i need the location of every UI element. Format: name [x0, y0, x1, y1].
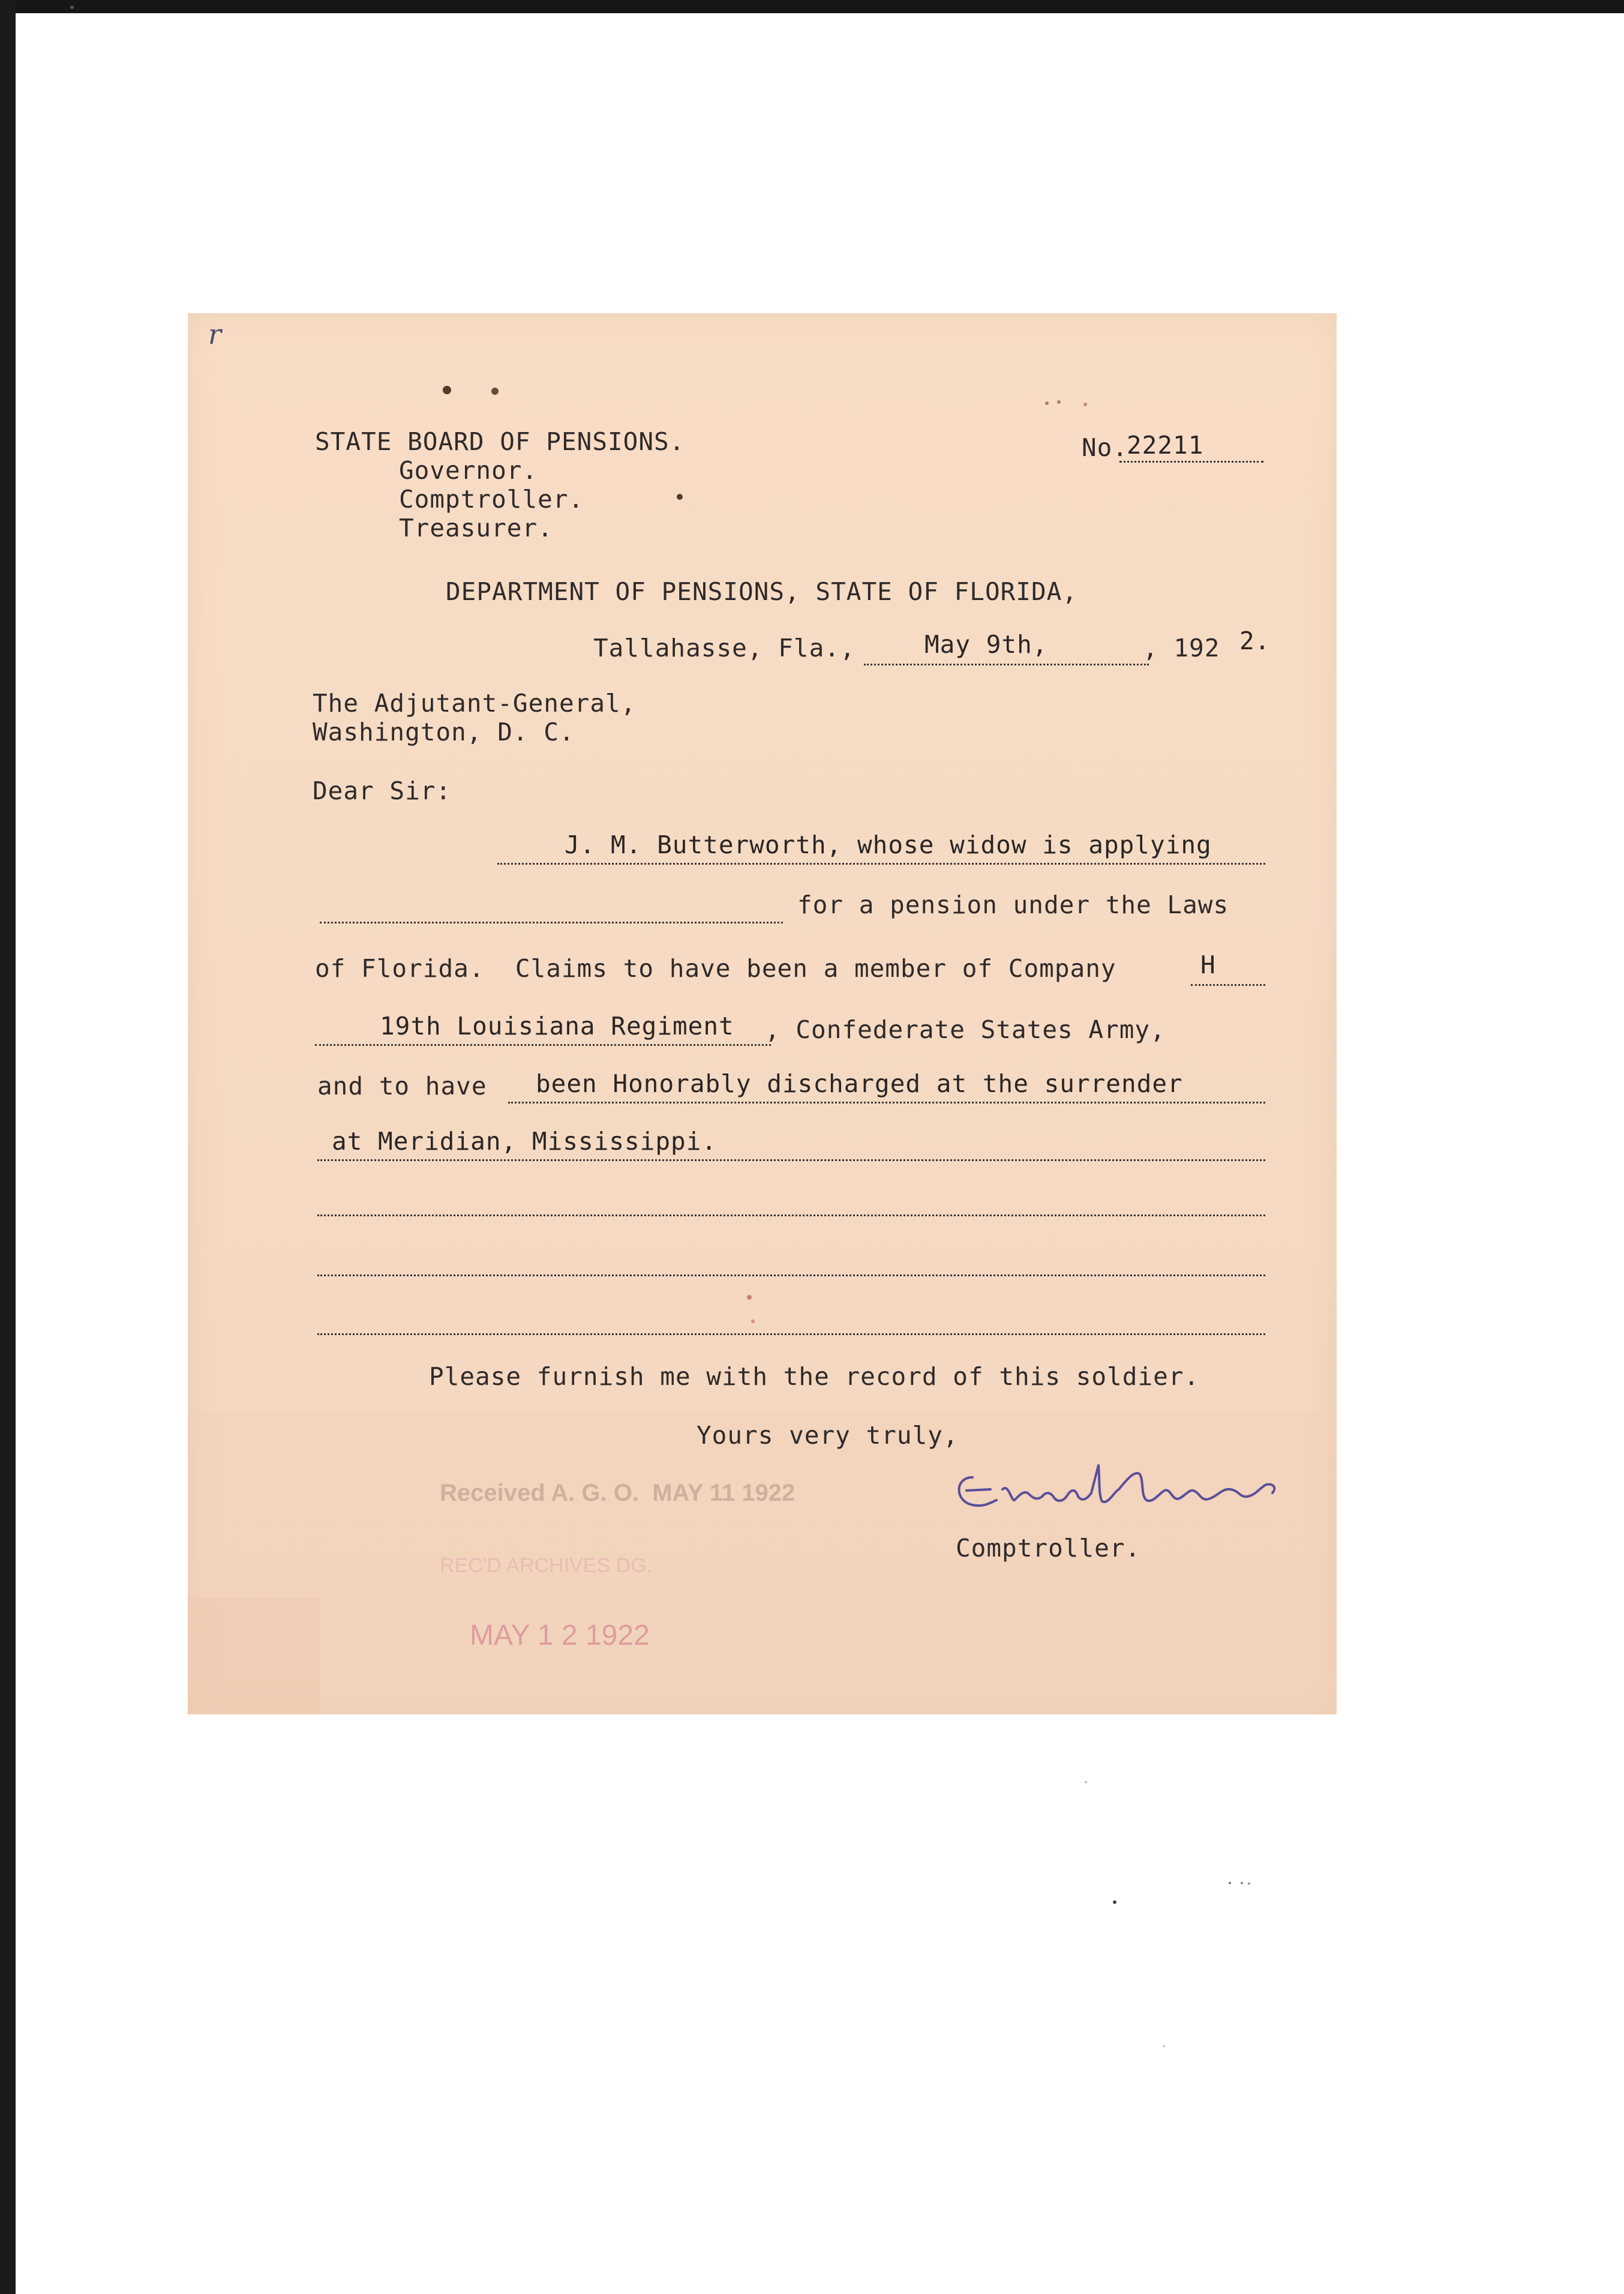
regiment-fill-line: [315, 1044, 771, 1046]
signature-title: Comptroller.: [956, 1534, 1141, 1563]
department-heading: DEPARTMENT OF PENSIONS, STATE OF FLORIDA,: [446, 577, 1078, 606]
received-stamp: Received A. G. O. MAY 11 1922: [440, 1480, 796, 1506]
margin-mark: r: [208, 318, 221, 350]
dateline-year: , 192: [1143, 634, 1220, 662]
recipient-line-2: Washington, D. C.: [313, 718, 575, 746]
member-comptroller: Comptroller.: [399, 485, 584, 514]
discharge-place: at Meridian, Mississippi.: [332, 1127, 718, 1156]
salutation: Dear Sir:: [313, 776, 452, 805]
company-fill-line: [1191, 984, 1265, 986]
discharge-details: been Honorably discharged at the surrender: [536, 1069, 1183, 1098]
dateline-year-digit: 2.: [1239, 626, 1271, 655]
blank-fill-line: [320, 922, 783, 923]
file-number: 22211: [1127, 431, 1204, 460]
blank-line-1: [317, 1215, 1265, 1216]
applicant-fill-line: [497, 863, 1265, 865]
dateline-place: Tallahasse, Fla.,: [593, 634, 855, 662]
date-fill-line: [864, 664, 1149, 665]
archives-stamp: REC'D ARCHIVES DG.: [440, 1554, 653, 1577]
comptroller-signature: [948, 1453, 1284, 1531]
discharge-fill-line: [508, 1102, 1265, 1103]
letter-page: [188, 313, 1337, 1714]
company-letter: H: [1200, 950, 1216, 979]
discharge-intro: and to have: [317, 1072, 487, 1100]
number-fill-line: [1119, 461, 1263, 463]
recipient-line-1: The Adjutant-General,: [313, 689, 637, 718]
regiment: 19th Louisiana Regiment: [380, 1012, 734, 1040]
dateline-date: May 9th,: [924, 630, 1048, 659]
army-line: , Confederate States Army,: [765, 1015, 1166, 1044]
member-governor: Governor.: [399, 456, 538, 485]
blank-line-3: [317, 1333, 1265, 1335]
place-fill-line: [317, 1159, 1265, 1161]
board-heading: STATE BOARD OF PENSIONS.: [315, 427, 685, 456]
blank-line-2: [317, 1275, 1265, 1276]
applicant-name: J. M. Butterworth, whose widow is applying: [565, 830, 1212, 859]
company-claim-line: of Florida. Claims to have been a member of Company: [315, 954, 1116, 983]
closing: Yours very truly,: [697, 1421, 959, 1450]
pension-line: for a pension under the Laws: [797, 890, 1229, 919]
number-label: No.: [1082, 433, 1128, 462]
member-treasurer: Treasurer.: [399, 514, 553, 542]
archives-date-stamp: MAY 1 2 1922: [470, 1620, 650, 1651]
record-request: Please furnish me with the record of this soldier.: [429, 1362, 1200, 1391]
